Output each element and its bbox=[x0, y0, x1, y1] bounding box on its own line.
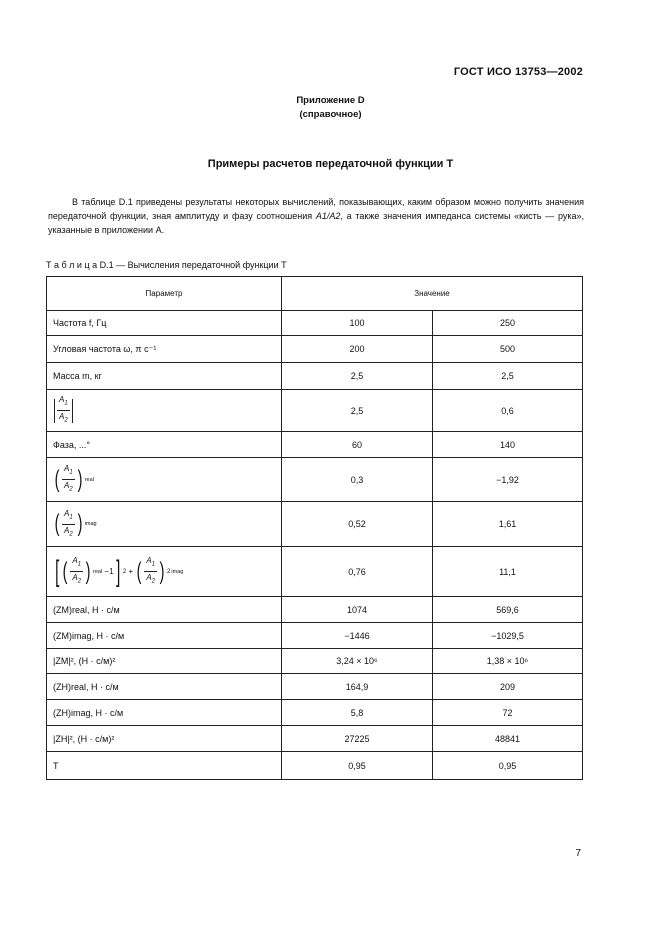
row-param-formula bbox=[47, 547, 282, 597]
intro-paragraph bbox=[48, 195, 584, 237]
row-value-2: −1029,5 bbox=[433, 623, 583, 649]
standard-code: ГОСТ ИСО 13753—2002 bbox=[453, 66, 583, 78]
row-param: Частота f, Гц bbox=[47, 311, 282, 336]
row-value-2: 1,61 bbox=[433, 502, 583, 547]
table-caption: Т а б л и ц а D.1 — Вычисления передаточной функции T bbox=[46, 260, 287, 270]
header-param: Параметр bbox=[47, 277, 282, 311]
table-row bbox=[47, 674, 583, 700]
row-value-2: 209 bbox=[433, 674, 583, 700]
row-value-1: 60 bbox=[282, 432, 433, 458]
table-row bbox=[47, 336, 583, 363]
table-row bbox=[47, 458, 583, 502]
table-header-row bbox=[47, 277, 583, 311]
row-value-1: 200 bbox=[282, 336, 433, 363]
row-value-1: 0,52 bbox=[282, 502, 433, 547]
row-value-2: −1,92 bbox=[433, 458, 583, 502]
intro-ratio: A1/A2 bbox=[315, 211, 341, 221]
table-row bbox=[47, 623, 583, 649]
row-param: (ZH)real, Н · с/м bbox=[47, 674, 282, 700]
row-param: Угловая частота ω, π с⁻¹ bbox=[47, 336, 282, 363]
row-param: Фаза, ...° bbox=[47, 432, 282, 458]
ratio-imag-formula: ( $\frac{A_1}{A_2}$ ) imag bbox=[54, 508, 97, 538]
amplitude-ratio-formula: $\frac{A_1}{A_2}$ bbox=[53, 394, 74, 426]
annex-heading bbox=[0, 94, 661, 122]
row-param: T bbox=[47, 752, 282, 780]
table-row bbox=[47, 390, 583, 432]
row-value-1: 27225 bbox=[282, 726, 433, 752]
row-value-1: 1074 bbox=[282, 597, 433, 623]
row-param-formula bbox=[47, 458, 282, 502]
row-value-2: 140 bbox=[433, 432, 583, 458]
table-row bbox=[47, 547, 583, 597]
row-param: (ZM)imag, Н · с/м bbox=[47, 623, 282, 649]
section-title: Примеры расчетов передаточной функции T bbox=[207, 158, 454, 170]
annex-kind: (справочное) bbox=[299, 109, 362, 120]
row-value-1: 2,5 bbox=[282, 390, 433, 432]
row-param: |ZH|², (Н · с/м)² bbox=[47, 726, 282, 752]
row-value-1: 0,3 bbox=[282, 458, 433, 502]
row-value-2: 569,6 bbox=[433, 597, 583, 623]
row-param-formula bbox=[47, 390, 282, 432]
page-number: 7 bbox=[575, 848, 581, 859]
table-row bbox=[47, 502, 583, 547]
row-value-2: 48841 bbox=[433, 726, 583, 752]
table-row bbox=[47, 311, 583, 336]
table-row bbox=[47, 432, 583, 458]
table-row bbox=[47, 726, 583, 752]
row-param: (ZH)imag, Н · с/м bbox=[47, 700, 282, 726]
calculation-table bbox=[46, 276, 583, 780]
row-value-2: 0,6 bbox=[433, 390, 583, 432]
row-value-1: 0,76 bbox=[282, 547, 433, 597]
row-value-2: 250 bbox=[433, 311, 583, 336]
intro-part2: , а также значения импеданса системы «кисть — рука», указанные в приложении A. bbox=[48, 211, 584, 235]
row-value-1: −1446 bbox=[282, 623, 433, 649]
table-row bbox=[47, 597, 583, 623]
row-value-2: 11,1 bbox=[433, 547, 583, 597]
intro-part1: В таблице D.1 приведены результаты некоторых вычислений, показывающих, каким образом можно получить значения передаточной функции, зная амплитуду и фазу соотношения bbox=[48, 197, 584, 221]
row-param: (ZM)real, Н · с/м bbox=[47, 597, 282, 623]
row-value-2: 1,38 × 10⁶ bbox=[433, 649, 583, 674]
row-value-1: 100 bbox=[282, 311, 433, 336]
row-value-1: 0,95 bbox=[282, 752, 433, 780]
row-value-1: 5,8 bbox=[282, 700, 433, 726]
squared-sum-formula: [ ( $\frac{A_1}{A_2}$ ) real −1 ] 2 + ( $\frac{A_1}{A_2}$ ) 2 imag bbox=[55, 554, 184, 588]
table-row bbox=[47, 752, 583, 780]
ratio-real-formula: ( $\frac{A_1}{A_2}$ ) real bbox=[54, 464, 94, 493]
row-param: |ZM|², (Н · с/м)² bbox=[47, 649, 282, 674]
row-param: Масса m, кг bbox=[47, 363, 282, 390]
row-param-formula bbox=[47, 502, 282, 547]
row-value-1: 164,9 bbox=[282, 674, 433, 700]
row-value-2: 2,5 bbox=[433, 363, 583, 390]
annex-title: Приложение D bbox=[296, 95, 365, 106]
row-value-2: 72 bbox=[433, 700, 583, 726]
table-row bbox=[47, 649, 583, 674]
row-value-2: 500 bbox=[433, 336, 583, 363]
table-row bbox=[47, 363, 583, 390]
header-value: Значение bbox=[282, 277, 583, 311]
row-value-2: 0,95 bbox=[433, 752, 583, 780]
row-value-1: 2,5 bbox=[282, 363, 433, 390]
table-row bbox=[47, 700, 583, 726]
row-value-1: 3,24 × 10⁶ bbox=[282, 649, 433, 674]
